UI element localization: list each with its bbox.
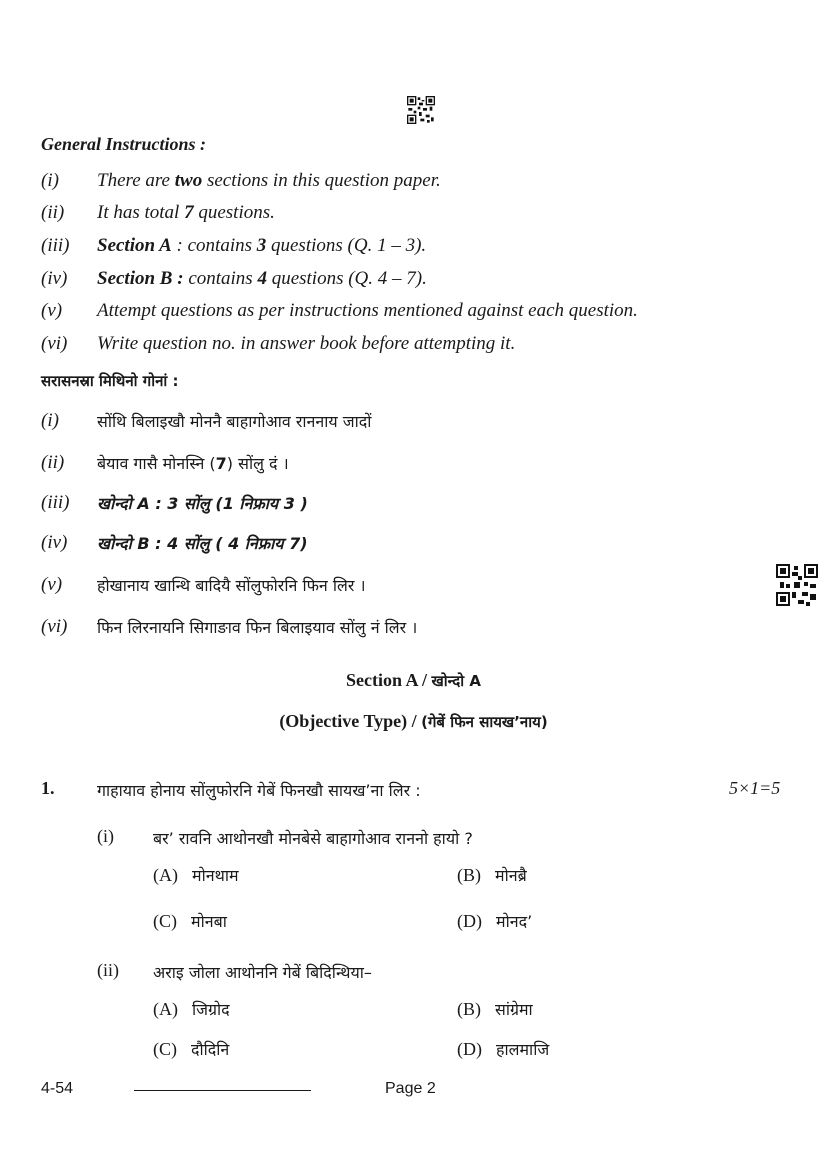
page-number: Page 2 bbox=[385, 1080, 436, 1097]
part-label-ii: (ii) bbox=[97, 960, 119, 980]
bodo-num-3: (iii) bbox=[41, 492, 70, 513]
part-text-ii: अराइ जोला आथोननि गेबें बिदिन्थिया– bbox=[153, 963, 372, 982]
instruction-num-5: (v) bbox=[41, 300, 63, 321]
bodo-text-1: सोंथि बिलाइखौ मोननै बाहागोआव राननाय जादों bbox=[97, 412, 372, 431]
footer-rule bbox=[134, 1090, 311, 1091]
option-i-d: (D) मोनद’ bbox=[457, 911, 533, 931]
instruction-text-6: Write question no. in answer book before attempting it. bbox=[97, 333, 516, 354]
bodo-text-6: फिन लिरनायनि सिगाङाव फिन बिलाइयाव सोंलु नं लिर । bbox=[97, 618, 418, 637]
instruction-num-1: (i) bbox=[41, 170, 59, 191]
bodo-num-5: (v) bbox=[41, 574, 63, 595]
instruction-num-3: (iii) bbox=[41, 235, 70, 256]
bodo-text-4: खोन्दो B : 4 सोंलु ( 4 निफ्राय 7) bbox=[97, 534, 308, 553]
option-i-b: (B) मोनब्रै bbox=[457, 865, 527, 885]
instruction-text-1: There are two sections in this question paper. bbox=[97, 170, 441, 191]
bodo-text-3: खोन्दो A : 3 सोंलु (1 निफ्राय 3 ) bbox=[97, 494, 308, 513]
option-ii-d: (D) हालमाजि bbox=[457, 1039, 550, 1059]
bodo-num-2: (ii) bbox=[41, 452, 65, 473]
instruction-text-4: Section B : contains 4 questions (Q. 4 – 7). bbox=[97, 268, 427, 289]
part-text-i: बर’ रावनि आथोनखौ मोनबेसे बाहागोआव राननो हायो ? bbox=[153, 829, 473, 848]
option-ii-a: (A) जिग्रोद bbox=[153, 999, 230, 1019]
bodo-instructions-title: सरासनस्रा मिथिनो गोनां : bbox=[41, 372, 179, 390]
section-heading: Section A / खोन्दो A bbox=[346, 670, 481, 690]
paper-code: 4-54 bbox=[41, 1080, 74, 1097]
general-instructions-title: General Instructions : bbox=[41, 134, 207, 154]
part-label-i: (i) bbox=[97, 826, 114, 846]
instruction-text-5: Attempt questions as per instructions mentioned against each question. bbox=[97, 300, 638, 321]
instruction-text-3: Section A : contains 3 questions (Q. 1 – 3). bbox=[97, 235, 427, 256]
qr-code-side bbox=[776, 564, 818, 606]
question-text: गाहायाव होनाय सोंलुफोरनि गेबें फिनखौ सायख’ना लिर : bbox=[97, 781, 421, 800]
question-marks: 5×1=5 bbox=[729, 778, 781, 798]
bodo-text-2: बेयाव गासै मोनस्नि (7) सोंलु दं । bbox=[97, 454, 289, 473]
question-number: 1. bbox=[41, 778, 55, 798]
option-ii-b: (B) सांग्रेमा bbox=[457, 999, 533, 1019]
instruction-num-6: (vi) bbox=[41, 333, 68, 354]
qr-code-top bbox=[407, 96, 435, 124]
option-i-c: (C) मोनबा bbox=[153, 911, 227, 931]
option-i-a: (A) मोनथाम bbox=[153, 865, 239, 885]
instruction-num-4: (iv) bbox=[41, 268, 68, 289]
instruction-text-2: It has total 7 questions. bbox=[97, 202, 275, 223]
bodo-num-4: (iv) bbox=[41, 532, 68, 553]
bodo-num-6: (vi) bbox=[41, 616, 68, 637]
option-ii-c: (C) दौदिनि bbox=[153, 1039, 230, 1059]
bodo-text-5: होखानाय खान्थि बादियै सोंलुफोरनि फिन लिर । bbox=[97, 576, 366, 595]
section-subheading: (Objective Type) / (गेबें फिन सायख’नाय) bbox=[279, 711, 548, 731]
bodo-num-1: (i) bbox=[41, 410, 59, 431]
instruction-num-2: (ii) bbox=[41, 202, 65, 223]
